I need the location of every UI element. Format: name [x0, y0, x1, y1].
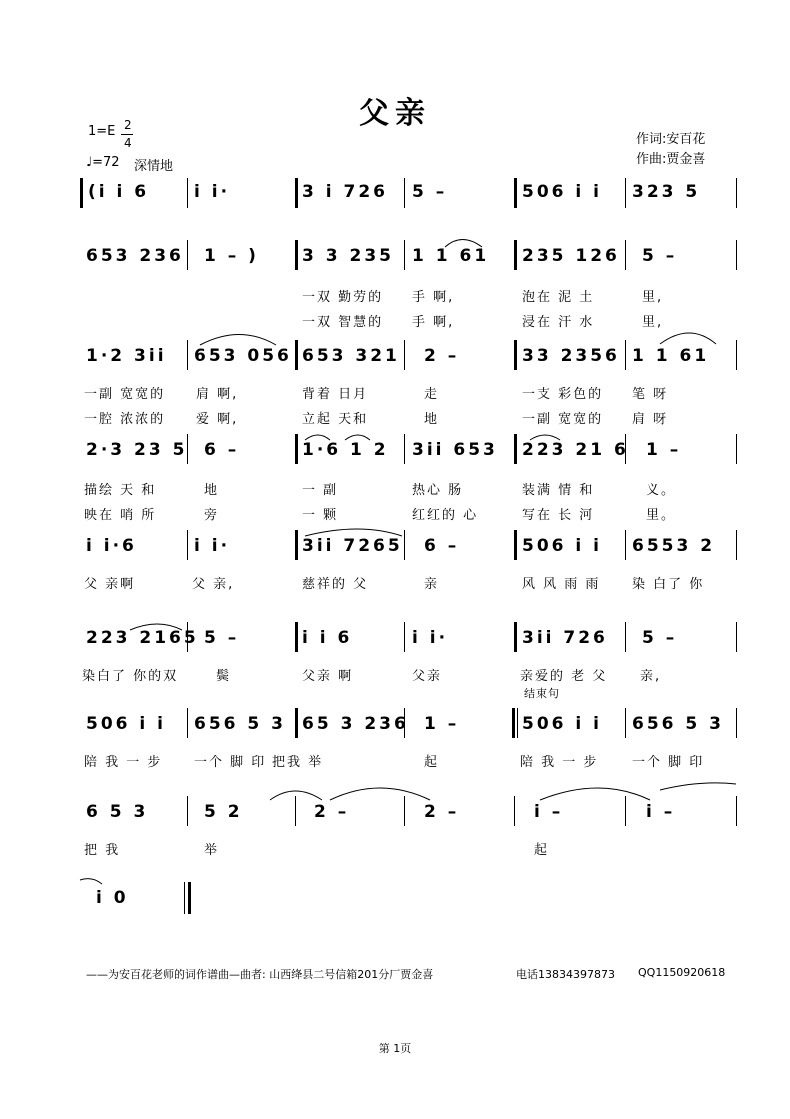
lyric: 映在 哨 所	[84, 508, 157, 523]
barline	[625, 708, 626, 738]
lyric: 一副 宽宽的	[84, 387, 166, 402]
measure: 3ii 7265	[302, 536, 403, 556]
repeat-barline	[512, 708, 515, 738]
lyric: 鬓	[216, 669, 232, 684]
barline	[625, 622, 626, 652]
lyric: 里,	[642, 290, 664, 305]
barline	[625, 340, 626, 370]
barline	[514, 240, 517, 270]
lyric: 把 我	[84, 843, 121, 858]
lyric: 一双 勤劳的	[302, 290, 384, 305]
barline	[187, 178, 188, 208]
key-signature: 1=E	[88, 124, 116, 139]
measure: 6553 2	[632, 536, 716, 556]
final-barline	[184, 882, 185, 914]
measure: 2 –	[424, 346, 460, 366]
tie	[660, 783, 736, 790]
measure: 653 236	[86, 246, 184, 266]
lyric: 笔 呀	[632, 387, 669, 402]
lyric: 一支 彩色的	[522, 387, 604, 402]
barline	[295, 178, 298, 208]
time-signature-rule	[121, 134, 133, 135]
barline	[514, 340, 517, 370]
lyric: 装满 情 和	[522, 483, 595, 498]
lyric: 父亲	[412, 669, 443, 684]
lyric: 陪 我 一 步	[84, 755, 163, 770]
barline	[404, 622, 405, 652]
barline	[187, 530, 188, 560]
composer-credit: 作曲:贾金喜	[636, 152, 706, 167]
measure: 6 –	[424, 536, 460, 556]
barline	[187, 708, 188, 738]
ending-marker: 结束句	[524, 687, 560, 700]
measure: 6 –	[204, 440, 240, 460]
repeat-barline	[517, 708, 518, 738]
barline	[404, 240, 405, 270]
measure: 656 5 3	[194, 714, 286, 734]
measure: 1 – )	[204, 246, 259, 266]
tie	[330, 788, 430, 800]
lyric: 写在 长 河	[522, 508, 595, 523]
barline	[187, 240, 188, 270]
measure: i i·6	[86, 536, 137, 556]
lyric: 染 白了 你	[632, 577, 705, 592]
lyric: 爱 啊,	[196, 412, 239, 427]
measure: 3 3 235	[302, 246, 394, 266]
barline	[514, 622, 517, 652]
measure: 5 2	[204, 802, 243, 822]
measure: i i·	[194, 182, 231, 202]
barline	[514, 178, 517, 208]
lyric: 陪 我 一 步	[520, 755, 599, 770]
measure: 506 i i	[522, 714, 602, 734]
measure: 65 3 236	[302, 714, 409, 734]
tie	[540, 788, 650, 800]
lyric: 举	[204, 843, 220, 858]
measure: 3ii 726	[522, 628, 608, 648]
time-signature-denominator: 4	[124, 136, 132, 150]
lyric: 亲爱的 老 父	[520, 669, 608, 684]
slur	[660, 333, 716, 344]
barline	[404, 434, 405, 464]
lyric: 走	[424, 387, 440, 402]
barline	[625, 240, 626, 270]
measure: 653 321	[302, 346, 400, 366]
lyric: 一 副	[302, 483, 339, 498]
barline	[736, 178, 737, 208]
barline	[295, 240, 298, 270]
lyric: 热心 肠	[412, 483, 464, 498]
measure: 3 i 726	[302, 182, 388, 202]
barline	[404, 340, 405, 370]
barline	[736, 434, 737, 464]
measure: 5 –	[642, 628, 678, 648]
lyric: 染白了 你的双	[82, 669, 179, 684]
lyric: 红红的 心	[412, 508, 479, 523]
measure: 1·2 3ii	[86, 346, 167, 366]
lyric: 一副 宽宽的	[522, 412, 604, 427]
phone-number: 电话13834397873	[516, 968, 615, 981]
barline	[736, 708, 737, 738]
measure: 223 2165	[86, 628, 199, 648]
measure: (i i 6	[88, 182, 150, 202]
measure: 223 21 6	[522, 440, 629, 460]
lyric: 一个 脚 印	[194, 755, 267, 770]
barline	[625, 178, 626, 208]
song-title: 父亲	[359, 96, 431, 131]
lyric: 把我 举	[272, 755, 324, 770]
barline	[514, 434, 517, 464]
measure: 5 –	[204, 628, 240, 648]
lyric: 里。	[646, 508, 677, 523]
barline	[187, 340, 188, 370]
barline	[295, 340, 298, 370]
lyric: 起	[534, 843, 550, 858]
tie	[270, 791, 322, 800]
barline	[736, 530, 737, 560]
lyric: 一腔 浓浓的	[84, 412, 166, 427]
barline	[295, 530, 298, 560]
measure: 2 –	[424, 802, 460, 822]
measure: 323 5	[632, 182, 701, 202]
barline	[736, 340, 737, 370]
measure: 3ii 653	[412, 440, 498, 460]
lyric: 慈祥的 父	[302, 577, 369, 592]
lyric: 风 风 雨 雨	[522, 577, 601, 592]
barline	[736, 796, 737, 826]
expression-mark: 深情地	[134, 159, 174, 174]
qq-number: QQ1150920618	[638, 966, 726, 979]
measure: 1 –	[646, 440, 682, 460]
barline	[404, 178, 405, 208]
lyric: 父亲 啊	[302, 669, 354, 684]
measure: i –	[646, 802, 676, 822]
barline	[736, 240, 737, 270]
measure: 506 i i	[86, 714, 166, 734]
slur	[305, 529, 402, 536]
barline	[514, 796, 515, 826]
measure: i –	[534, 802, 564, 822]
tempo-mark: ♩=72	[86, 155, 120, 170]
footer-note: ——为安百花老师的词作谱曲—曲者: 山西绛县二号信箱201分厂贾金喜	[86, 968, 434, 981]
measure: 1·6 1 2	[302, 440, 389, 460]
lyric: 立起 天和	[302, 412, 369, 427]
lyric: 亲	[424, 577, 440, 592]
measure: i i·	[412, 628, 449, 648]
barline	[295, 708, 298, 738]
lyric: 旁	[204, 508, 220, 523]
slur	[200, 335, 276, 346]
lyric: 手 啊,	[412, 315, 455, 330]
lyric: 肩 啊,	[196, 387, 239, 402]
barline	[404, 796, 405, 826]
measure: 5 –	[642, 246, 678, 266]
lyric: 义。	[646, 483, 677, 498]
barline	[736, 622, 737, 652]
measure: 1 1 61	[632, 346, 710, 366]
opening-barline	[80, 178, 83, 208]
measure: 5 –	[412, 182, 448, 202]
lyric: 地	[424, 412, 440, 427]
measure: i 0	[96, 888, 129, 908]
barline	[295, 622, 298, 652]
lyric: 里,	[642, 315, 664, 330]
lyric: 浸在 汗 水	[522, 315, 595, 330]
barline	[295, 434, 298, 464]
lyric: 父 亲啊	[84, 577, 136, 592]
barline	[404, 530, 405, 560]
lyric: 描绘 天 和	[84, 483, 157, 498]
lyric: 父 亲,	[192, 577, 235, 592]
measure: i i·	[194, 536, 231, 556]
lyric: 泡在 泥 土	[522, 290, 595, 305]
lyricist-credit: 作词:安百花	[636, 132, 706, 147]
lyric: 肩 呀	[632, 412, 669, 427]
lyric: 手 啊,	[412, 290, 455, 305]
measure: i i 6	[302, 628, 353, 648]
lyric: 一个 脚 印	[632, 755, 705, 770]
barline	[295, 796, 296, 826]
measure: 1 –	[424, 714, 460, 734]
barline	[625, 796, 626, 826]
measure: 506 i i	[522, 182, 602, 202]
measure: 33 2356	[522, 346, 620, 366]
measure: 653 056	[194, 346, 292, 366]
measure: 506 i i	[522, 536, 602, 556]
time-signature-numerator: 2	[124, 118, 132, 132]
final-barline	[188, 882, 191, 914]
lyric: 起	[424, 755, 440, 770]
barline	[625, 530, 626, 560]
page-number: 第 1页	[378, 1042, 412, 1055]
lyric: 一双 智慧的	[302, 315, 384, 330]
measure: 6 5 3	[86, 802, 149, 822]
measure: 2·3 23 5	[86, 440, 188, 460]
measure: 656 5 3	[632, 714, 724, 734]
measure: 1 1 61	[412, 246, 490, 266]
barline	[187, 796, 188, 826]
measure: 235 126	[522, 246, 620, 266]
lyric: 地	[204, 483, 220, 498]
lyric: 一 颗	[302, 508, 339, 523]
lyric: 亲,	[640, 669, 662, 684]
lyric: 背着 日月	[302, 387, 369, 402]
measure: 2 –	[314, 802, 350, 822]
tie	[80, 879, 102, 884]
barline	[514, 530, 517, 560]
